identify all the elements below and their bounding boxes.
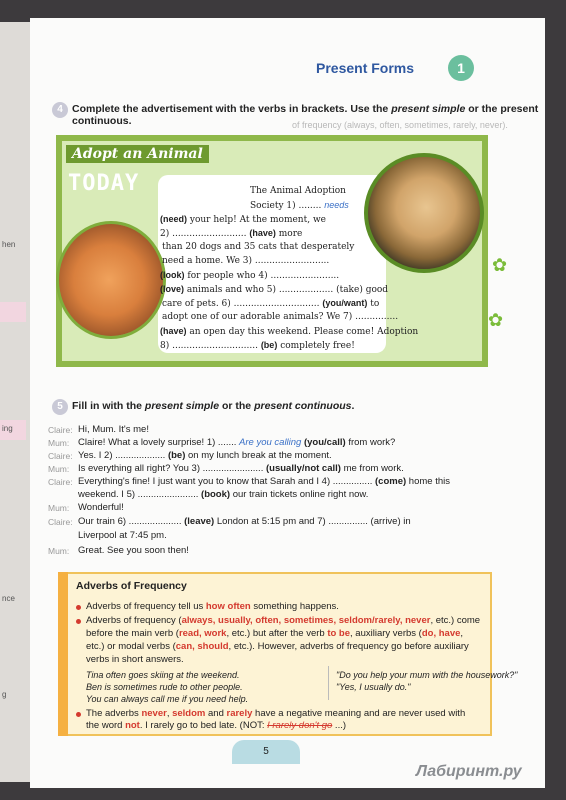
dog-photo xyxy=(364,153,484,273)
verb-prompt: (have) xyxy=(249,228,276,238)
ad-line xyxy=(160,340,355,351)
adverbs-rule-2: verbs in short answers. xyxy=(86,654,184,665)
cat-photo xyxy=(56,221,166,339)
example-answer: needs xyxy=(324,200,349,210)
page-number: 5 xyxy=(263,746,269,757)
ad-text: completely free! xyxy=(280,341,355,351)
ad-text: The Animal Adoption xyxy=(250,186,346,196)
ad-text: 2) .......................... xyxy=(160,229,247,239)
exercise-number: 5 xyxy=(52,399,68,415)
dialogue-text: Wonderful! xyxy=(78,502,124,513)
verb-prompt: (look) xyxy=(160,270,185,280)
bullet xyxy=(76,605,81,610)
ad-line xyxy=(162,312,398,322)
adverbs-rule-2: etc.) or modal verbs (can, should, etc.). However, adverbs of frequency go before auxiliary xyxy=(86,641,469,652)
dialogue-text: Liverpool at 7:45 pm. xyxy=(78,530,167,541)
dialogue-text: Is everything all right? You 3) ....................... xyxy=(78,463,264,474)
ad-text: adopt one of our adorable animals? We 7) ............... xyxy=(162,312,399,322)
verb-prompt: (need) xyxy=(160,214,187,224)
dialogue-text: London at 5:15 pm and 7) ............... (arrive) in xyxy=(216,516,411,527)
adverbs-title: Adverbs of Frequency xyxy=(76,580,187,592)
paw-print-icon: ✿ xyxy=(488,310,504,330)
ad-line xyxy=(160,326,418,337)
ad-text: for people who 4) ........................ xyxy=(187,271,340,281)
divider xyxy=(328,666,329,700)
ad-line xyxy=(250,186,346,196)
dialogue-text: Yes. I 2) ................... xyxy=(78,450,166,461)
speaker-label: Claire: xyxy=(48,451,73,461)
dialogue-line xyxy=(78,516,411,527)
dialogue-text: weekend. I 5) ....................... xyxy=(78,489,199,500)
verb-prompt: (love) xyxy=(160,284,185,294)
strip-text: ing xyxy=(2,424,13,433)
ad-text: an open day this weekend. Please come! Adoption xyxy=(189,327,419,337)
ad-line xyxy=(162,256,329,266)
verb-prompt: (you/call) xyxy=(303,437,346,448)
verb-prompt: (leave) xyxy=(184,516,215,527)
example-sentence: Tina often goes skiing at the weekend. xyxy=(86,670,240,680)
paw-print-icon: ✿ xyxy=(492,255,508,275)
ad-line xyxy=(160,214,326,225)
dialogue-line xyxy=(78,437,395,448)
unit-number: 1 xyxy=(448,55,474,81)
bullet xyxy=(76,619,81,624)
bullet xyxy=(76,712,81,717)
ad-text: Society 1) ........ xyxy=(250,201,322,211)
dialogue-line xyxy=(78,450,332,461)
ad-text: than 20 dogs and 35 cats that desperately xyxy=(162,242,355,252)
dialogue-text: me from work. xyxy=(343,463,404,474)
verb-prompt: (usually/not call) xyxy=(265,463,341,474)
adverbs-rule-1: Adverbs of frequency tell us how often something happens. xyxy=(86,601,339,612)
verb-prompt: (have) xyxy=(160,326,187,336)
ad-today: TODAY xyxy=(68,171,140,196)
dialogue-line xyxy=(78,424,149,435)
dialogue-text: on my lunch break at the moment. xyxy=(188,450,332,461)
dialogue-line xyxy=(78,463,404,474)
verb-prompt: (come) xyxy=(375,476,407,487)
faded-bleed-text: of frequency (always, often, sometimes, rarely, never). xyxy=(292,120,508,130)
ad-line xyxy=(160,284,388,295)
speaker-label: Mum: xyxy=(48,438,70,448)
adverbs-rule-2: Adverbs of frequency (always, usually, often, sometimes, seldom/rarely, never, etc.) come xyxy=(86,615,481,626)
ad-line xyxy=(250,200,349,211)
verb-prompt: (be) xyxy=(167,450,186,461)
dialogue-line xyxy=(78,489,368,500)
speaker-label: Mum: xyxy=(48,464,70,474)
verb-prompt: (be) xyxy=(260,340,278,350)
ad-text: need a home. We 3) .......................... xyxy=(162,256,330,266)
dialogue-text: Everything's fine! I just want you to know that Sarah and I 4) ............... xyxy=(78,476,373,487)
adverbs-rule-3: the word not. I rarely go to bed late. (NOT: I rarely don't go ...) xyxy=(86,720,347,731)
dialogue-text: home this xyxy=(408,476,450,487)
page-number-tab xyxy=(232,740,300,764)
example-answer: Are you calling xyxy=(239,437,302,448)
dialogue-text: our train tickets online right now. xyxy=(232,489,369,500)
dialogue-line xyxy=(78,530,167,541)
dialogue-line xyxy=(78,476,450,487)
strip-text: nce xyxy=(2,594,15,603)
page-title: Present Forms xyxy=(316,60,415,76)
example-sentence: Ben is sometimes rude to other people. xyxy=(86,682,243,692)
ad-line xyxy=(160,228,302,239)
dialogue-text: from work? xyxy=(348,437,396,448)
strip-text: g xyxy=(2,690,7,699)
ad-text: care of pets. 6) .............................. xyxy=(162,299,320,309)
dialogue-text: Hi, Mum. It's me! xyxy=(78,424,149,435)
ad-text: animals and who 5) ................... (take) good xyxy=(186,285,389,295)
verb-prompt: (you/want) xyxy=(322,298,368,308)
watermark: Лабиринт.ру xyxy=(416,763,522,780)
ad-text: more xyxy=(278,229,303,239)
exercise-instruction: Fill in with the present simple or the present continuous. xyxy=(72,400,355,412)
dialogue-text: Our train 6) .................... xyxy=(78,516,182,527)
exercise-number: 4 xyxy=(52,102,68,118)
adverbs-box xyxy=(58,572,518,736)
speaker-label: Claire: xyxy=(48,477,73,487)
adverbs-rule-3: The adverbs never, seldom and rarely have a negative meaning and are never used with xyxy=(86,708,466,719)
dialogue-text: Great. See you soon then! xyxy=(78,545,189,556)
dialogue-line xyxy=(78,545,189,556)
ad-text: to xyxy=(370,299,380,309)
ad-text: 8) .............................. xyxy=(160,341,258,351)
speaker-label: Claire: xyxy=(48,517,73,527)
ad-title: Adopt an Animal xyxy=(66,145,209,163)
box-tab xyxy=(58,572,68,736)
ad-text: your help! At the moment, we xyxy=(189,215,326,225)
ad-line xyxy=(162,298,379,309)
ad-line xyxy=(162,242,354,252)
speaker-label: Mum: xyxy=(48,503,70,513)
strip-text: hen xyxy=(2,240,16,249)
exercise-instruction: Complete the advertisement with the verbs in brackets. Use the present simple or the present continuous. xyxy=(72,103,539,127)
speaker-label: Mum: xyxy=(48,546,70,556)
dialogue-line xyxy=(78,502,124,513)
adverbs-rule-2: before the main verb (read, work, etc.) but after the verb to be, auxiliary verbs (do, have, xyxy=(86,628,464,639)
speaker-label: Claire: xyxy=(48,425,73,435)
example-sentence: You can always call me if you need help. xyxy=(86,694,249,704)
pink-tab xyxy=(0,302,26,322)
ad-line xyxy=(160,270,339,281)
previous-page-edge xyxy=(0,22,32,782)
example-sentence: "Yes, I usually do." xyxy=(336,682,411,692)
dialogue-text: Claire! What a lovely surprise! 1) ....... xyxy=(78,437,237,448)
verb-prompt: (book) xyxy=(201,489,231,500)
example-sentence: "Do you help your mum with the housework?" xyxy=(336,670,518,680)
